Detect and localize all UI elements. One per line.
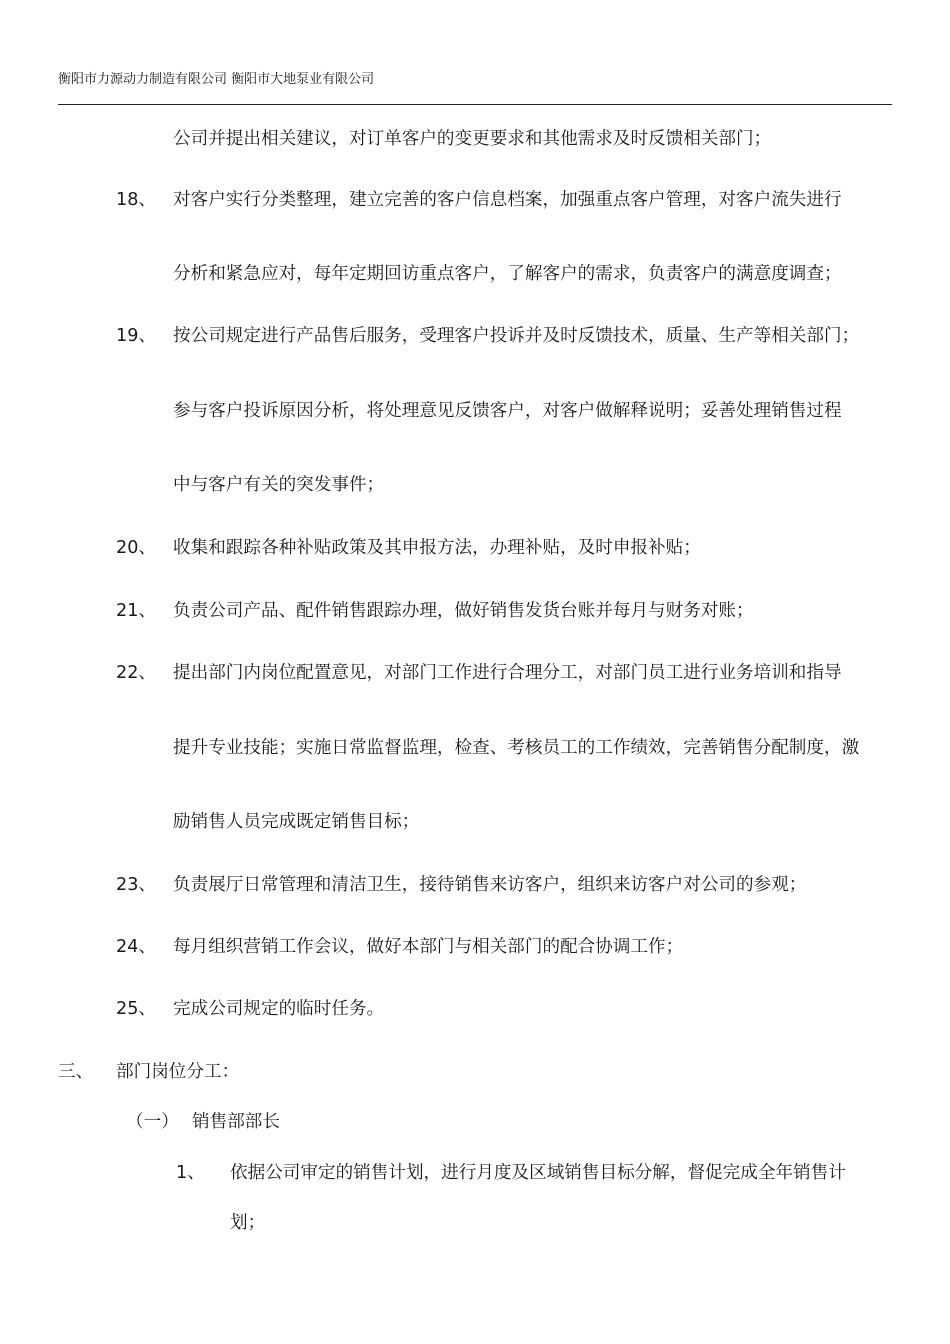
item-text-line: 中与客户有关的突发事件； xyxy=(173,475,385,495)
item-text-line: 划； xyxy=(230,1213,266,1233)
item-number: 23、 xyxy=(116,875,156,895)
header-divider xyxy=(58,104,892,105)
item-number: 24、 xyxy=(116,937,156,957)
item-text-line: 分析和紧急应对，每年定期回访重点客户，了解客户的需求，负责客户的满意度调查； xyxy=(173,264,842,284)
item-number: 25、 xyxy=(116,999,156,1019)
item-text-line: 对客户实行分类整理，建立完善的客户信息档案，加强重点客户管理，对客户流失进行 xyxy=(173,190,842,210)
subsection-title: 销售部部长 xyxy=(192,1112,280,1132)
item-number: 22、 xyxy=(116,663,156,683)
section-title: 部门岗位分工： xyxy=(116,1062,240,1082)
item-number: 21、 xyxy=(116,601,156,621)
item-number: 19、 xyxy=(116,326,156,346)
item-text-line: 励销售人员完成既定销售目标； xyxy=(173,812,420,832)
header-company-names: 衡阳市力源动力制造有限公司 衡阳市大地泵业有限公司 xyxy=(58,72,375,87)
subsection-number: （一） xyxy=(126,1112,179,1132)
item-text-line: 提升专业技能；实施日常监督监理，检查、考核员工的工作绩效，完善销售分配制度，激 xyxy=(173,738,860,758)
item-number: 18、 xyxy=(116,190,156,210)
item-text-line: 负责公司产品、配件销售跟踪办理，做好销售发货台账并每月与财务对账； xyxy=(173,601,754,621)
item-text-line: 每月组织营销工作会议，做好本部门与相关部门的配合协调工作； xyxy=(173,937,684,957)
item-text-line: 收集和跟踪各种补贴政策及其申报方法，办理补贴，及时申报补贴； xyxy=(173,538,701,558)
item-text-line: 参与客户投诉原因分析，将处理意见反馈客户，对客户做解释说明；妥善处理销售过程 xyxy=(173,401,842,421)
item-text-line: 完成公司规定的临时任务。 xyxy=(173,999,385,1019)
item-text-line: 依据公司审定的销售计划，进行月度及区域销售目标分解，督促完成全年销售计 xyxy=(230,1163,846,1183)
continuation-line: 公司并提出相关建议，对订单客户的变更要求和其他需求及时反馈相关部门； xyxy=(173,129,772,149)
item-number: 20、 xyxy=(116,538,156,558)
item-text-line: 按公司规定进行产品售后服务，受理客户投诉并及时反馈技术，质量、生产等相关部门； xyxy=(173,326,860,346)
item-number: 1、 xyxy=(176,1163,205,1183)
item-text-line: 负责展厅日常管理和清洁卫生，接待销售来访客户，组织来访客户对公司的参观； xyxy=(173,875,807,895)
section-number: 三、 xyxy=(58,1062,94,1082)
item-text-line: 提出部门内岗位配置意见，对部门工作进行合理分工，对部门员工进行业务培训和指导 xyxy=(173,663,842,683)
